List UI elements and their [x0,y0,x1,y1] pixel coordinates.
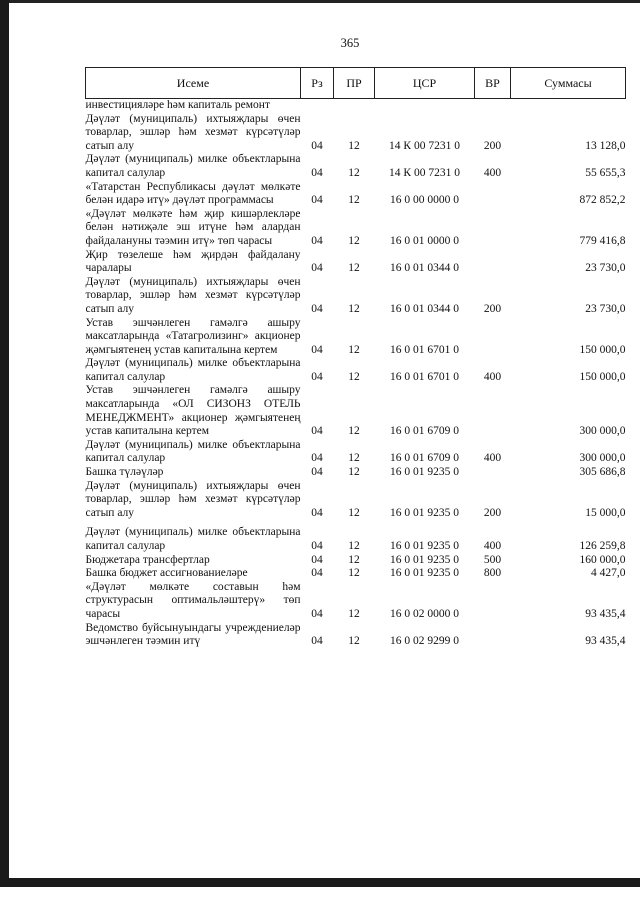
cell-name: Дәүләт (муниципаль) ихтыяҗлары өчен товарлар, эшләр һәм хезмәт күрсәтүләр сатып алу [85,112,301,152]
cell-pr: 12 [348,452,360,465]
cell-vr: 400 [483,166,502,179]
cell-amount: 93 435,4 [585,607,626,620]
cell-csr: 16 0 01 0344 0 [390,262,459,275]
table-row [86,181,626,208]
cell-rz: 04 [311,540,323,552]
cell-vr: 400 [483,370,502,383]
table-row [86,153,626,180]
cell-csr: 16 0 01 0344 0 [390,302,459,315]
cell-vr: 400 [483,540,502,552]
cell-name: Башка бюджет ассигнованиеләре [85,567,248,580]
cell-pr: 12 [348,139,360,152]
cell-amount: 300 000,0 [579,425,626,438]
cell-amount: 23 730,0 [585,262,626,275]
cell-rz: 04 [311,466,323,479]
cell-name: «Дәүләт мөлкәте составын һәм структурасын оптимальләштерү» төп чарасы [85,580,301,620]
cell-amount: 300 000,0 [579,452,626,465]
table-row [86,357,626,384]
cell-vr: 400 [483,452,502,465]
cell-amount: 150 000,0 [579,343,626,356]
cell-rz: 04 [311,635,323,648]
table-header-row [86,68,626,99]
table-row [86,439,626,466]
cell-vr: 200 [483,506,502,519]
cell-csr: 16 0 02 0000 0 [390,607,459,620]
cell-pr: 12 [348,506,360,519]
cell-amount: 4 427,0 [591,567,626,580]
cell-rz [301,99,334,113]
cell-csr: 14 К 00 7231 0 [389,139,460,152]
cell-vr [475,384,511,438]
cell-amount: 55 655,3 [585,166,626,179]
header-rz: Рз [301,68,334,99]
cell-rz: 04 [311,370,323,383]
cell-name: инвестицияләре һәм капиталь ремонт [85,99,270,111]
cell-rz: 04 [311,343,323,356]
cell-amount: 126 259,8 [579,540,626,552]
table-row [86,113,626,154]
cell-rz: 04 [311,139,323,152]
table-row [86,554,626,568]
cell-vr [475,249,511,276]
cell-name: Башка түләүләр [85,466,164,479]
cell-vr: 500 [483,553,502,566]
scan-edge-top [0,0,640,3]
cell-name: Дәүләт (муниципаль) милке объектларына капитал салулар [85,357,301,383]
cell-name: Устав эшчәнлеген гамәлгә ашыру максатларында «ОЛ СИЗОНЗ ОТЕЛЬ МЕНЕДЖМЕНТ» акционер җәмгыятенең устав капиталына кертем [85,384,301,438]
cell-name: Дәүләт (муниципаль) ихтыяҗлары өчен товарлар, эшләр һәм хезмәт күрсәтүләр сатып алу [85,275,301,315]
cell-amount: 305 686,8 [579,466,626,479]
cell-pr: 12 [348,466,360,479]
cell-pr: 12 [348,425,360,438]
cell-pr: 12 [348,302,360,315]
table-row [86,466,626,480]
cell-rz: 04 [311,234,323,247]
cell-rz: 04 [311,506,323,519]
scan-edge-bottom [0,878,640,887]
cell-vr [475,317,511,358]
cell-pr [334,99,375,113]
cell-csr: 16 0 01 9235 0 [390,540,459,552]
header-pr: ПР [334,68,375,99]
scan-edge-left [0,0,9,880]
cell-pr: 12 [348,553,360,566]
cell-rz: 04 [311,166,323,179]
cell-csr: 16 0 01 0000 0 [390,234,459,247]
cell-pr: 12 [348,607,360,620]
cell-vr [475,466,511,480]
table-row [86,384,626,438]
cell-vr: 800 [483,567,502,580]
cell-vr: 200 [483,139,502,152]
cell-csr: 16 0 01 9235 0 [390,567,459,580]
cell-csr: 16 0 02 9299 0 [390,635,459,648]
cell-rz: 04 [311,607,323,620]
cell-pr: 12 [348,567,360,580]
cell-amount: 23 730,0 [585,302,626,315]
cell-vr [475,581,511,622]
cell-rz: 04 [311,567,323,580]
cell-name: Ведомство буйсынуындагы учреждениеләр эшчәнлеген тәэмин итү [85,621,301,648]
cell-vr: 200 [483,302,502,315]
cell-name: Дәүләт (муниципаль) милке объектларына капитал салулар [85,438,301,465]
header-csr: ЦСР [375,68,475,99]
cell-pr: 12 [348,343,360,356]
cell-name: Бюджетара трансфертлар [85,553,210,566]
cell-name: Дәүләт (муниципаль) милке объектларына капитал салулар [85,526,301,552]
page-number: 365 [340,36,360,50]
table-row [86,581,626,622]
cell-pr: 12 [348,370,360,383]
header-vr: ВР [475,68,511,99]
cell-name: Җир төзелеше һәм җирдән файдалану чаралары [85,248,301,275]
cell-rz: 04 [311,553,323,566]
cell-amount: 15 000,0 [585,506,626,519]
cell-csr: 14 К 00 7231 0 [389,166,460,179]
cell-csr: 16 0 01 9235 0 [390,466,459,479]
cell-vr [475,99,511,113]
table-row [86,317,626,358]
cell-rz: 04 [311,302,323,315]
cell-amount: 150 000,0 [579,370,626,383]
table-row [86,249,626,276]
budget-table [85,67,626,649]
cell-pr: 12 [348,166,360,179]
cell-csr [375,99,475,113]
table-row [86,99,626,113]
cell-vr [475,181,511,208]
table-row [86,208,626,249]
cell-amount: 779 416,8 [579,234,626,247]
cell-csr: 16 0 01 6701 0 [390,343,459,356]
cell-vr [475,622,511,649]
cell-name: Дәүләт (муниципаль) ихтыяҗлары өчен товарлар, эшләр һәм хезмәт күрсәтүләр сатып алу [85,479,301,519]
cell-pr: 12 [348,194,360,207]
cell-rz: 04 [311,452,323,465]
table-row [86,480,626,521]
cell-name: Дәүләт (муниципаль) милке объектларына капитал салулар [85,153,301,179]
table-row [86,276,626,317]
cell-rz: 04 [311,425,323,438]
cell-name: Устав эшчәнлеген гамәлгә ашыру максатларында «Татагролизинг» акционер җәмгыятенең устав капиталына кертем [85,316,301,356]
cell-amount: 93 435,4 [585,635,626,648]
cell-csr: 16 0 00 0000 0 [390,194,459,207]
cell-csr: 16 0 01 6709 0 [390,425,459,438]
table-row [86,526,626,553]
cell-csr: 16 0 01 9235 0 [390,553,459,566]
header-amount: Суммасы [511,68,626,99]
cell-csr: 16 0 01 6701 0 [390,370,459,383]
cell-csr: 16 0 01 6709 0 [390,452,459,465]
cell-pr: 12 [348,635,360,648]
table-row [86,567,626,581]
cell-amount: 872 852,2 [579,194,626,207]
cell-csr: 16 0 01 9235 0 [390,506,459,519]
cell-amount: 13 128,0 [585,139,626,152]
header-name: Исеме [86,68,301,99]
cell-pr: 12 [348,540,360,552]
cell-pr: 12 [348,234,360,247]
cell-name: «Татарстан Республикасы дәүләт мөлкәте белән идарә итү» дәүләт программасы [85,180,301,207]
cell-amount [511,99,626,113]
cell-name: «Дәүләт мөлкәте һәм җир кишәрлекләре белән нәтиҗәле эш итүне һәм алардан файдалануны тәэмин итү» төп чарасы [85,207,301,247]
cell-rz: 04 [311,262,323,275]
cell-rz: 04 [311,194,323,207]
cell-vr [475,208,511,249]
table-row [86,622,626,649]
cell-pr: 12 [348,262,360,275]
cell-amount: 160 000,0 [579,553,626,566]
